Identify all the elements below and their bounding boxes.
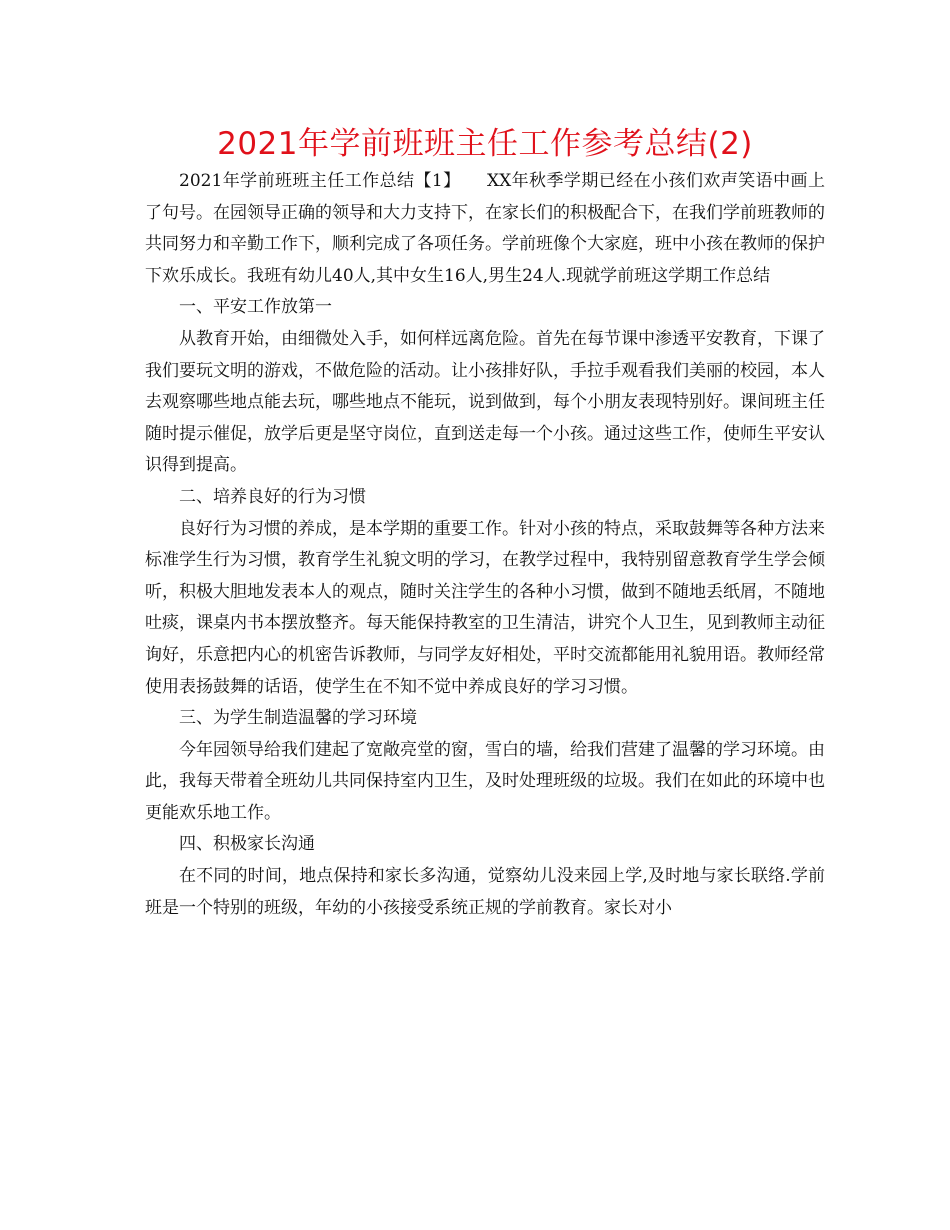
document-body [145,166,825,924]
document-title: 2021年学前班班主任工作参考总结(2) [217,126,753,162]
section-paragraph-4: 在不同的时间，地点保持和家长多沟通，觉察幼儿没来园上学,及时地与家长联络.学前班是一个特别的班级，年幼的小孩接受系统正规的学前教育。家长对小 [145,866,825,918]
section-heading-4: 四、积极家长沟通 [179,834,315,855]
document-page [145,122,825,924]
section-paragraph-3: 今年园领导给我们建起了宽敞亮堂的窗，雪白的墙，给我们营建了温馨的学习环境。由此，我每天带着全班幼儿共同保持室内卫生，及时处理班级的垃圾。我们在如此的环境中也更能欢乐地工作。 [145,739,825,823]
intro-paragraph: 2021年学前班班主任工作总结【1】 XX年秋季学期已经在小孩们欢声笑语中画上了句号。在园领导正确的领导和大力支持下，在家长们的积极配合下，在我们学前班教师的共同努力和辛勤工作下，顺利完成了各项任务。学前班像个大家庭，班中小孩在教师的保护下欢乐成长。我班有幼儿40人,其中女生16人,男生24人.现就学前班这学期工作总结 [145,171,825,286]
section-paragraph-1: 从教育开始，由细微处入手，如何样远离危险。首先在每节课中渗透平安教育，下课了我们要玩文明的游戏，不做危险的活动。让小孩排好队，手拉手观看我们美丽的校园，本人去观察哪些地点能去玩，哪些地点不能玩，说到做到，每个小朋友表现特别好。课间班主任随时提示催促，放学后更是坚守岗位，直到送走每一个小孩。通过这些工作，使师生平安认识得到提高。 [145,328,825,476]
section-heading-2: 二、培养良好的行为习惯 [179,486,366,507]
section-heading-1: 一、平安工作放第一 [179,297,332,318]
section-heading-3: 三、为学生制造温馨的学习环境 [179,708,417,729]
section-paragraph-2: 良好行为习惯的养成，是本学期的重要工作。针对小孩的特点，采取鼓舞等各种方法来标准学生行为习惯，教育学生礼貌文明的学习，在教学过程中，我特别留意教育学生学会倾听，积极大胆地发表本人的观点，随时关注学生的各种小习惯，做到不随地丢纸屑，不随地吐痰，课桌内书本摆放整齐。每天能保持教室的卫生清洁，讲究个人卫生，见到教师主动征询好，乐意把内心的机密告诉教师，与同学友好相处，平时交流都能用礼貌用语。教师经常使用表扬鼓舞的话语，使学生在不知不觉中养成良好的学习习惯。 [145,518,825,697]
